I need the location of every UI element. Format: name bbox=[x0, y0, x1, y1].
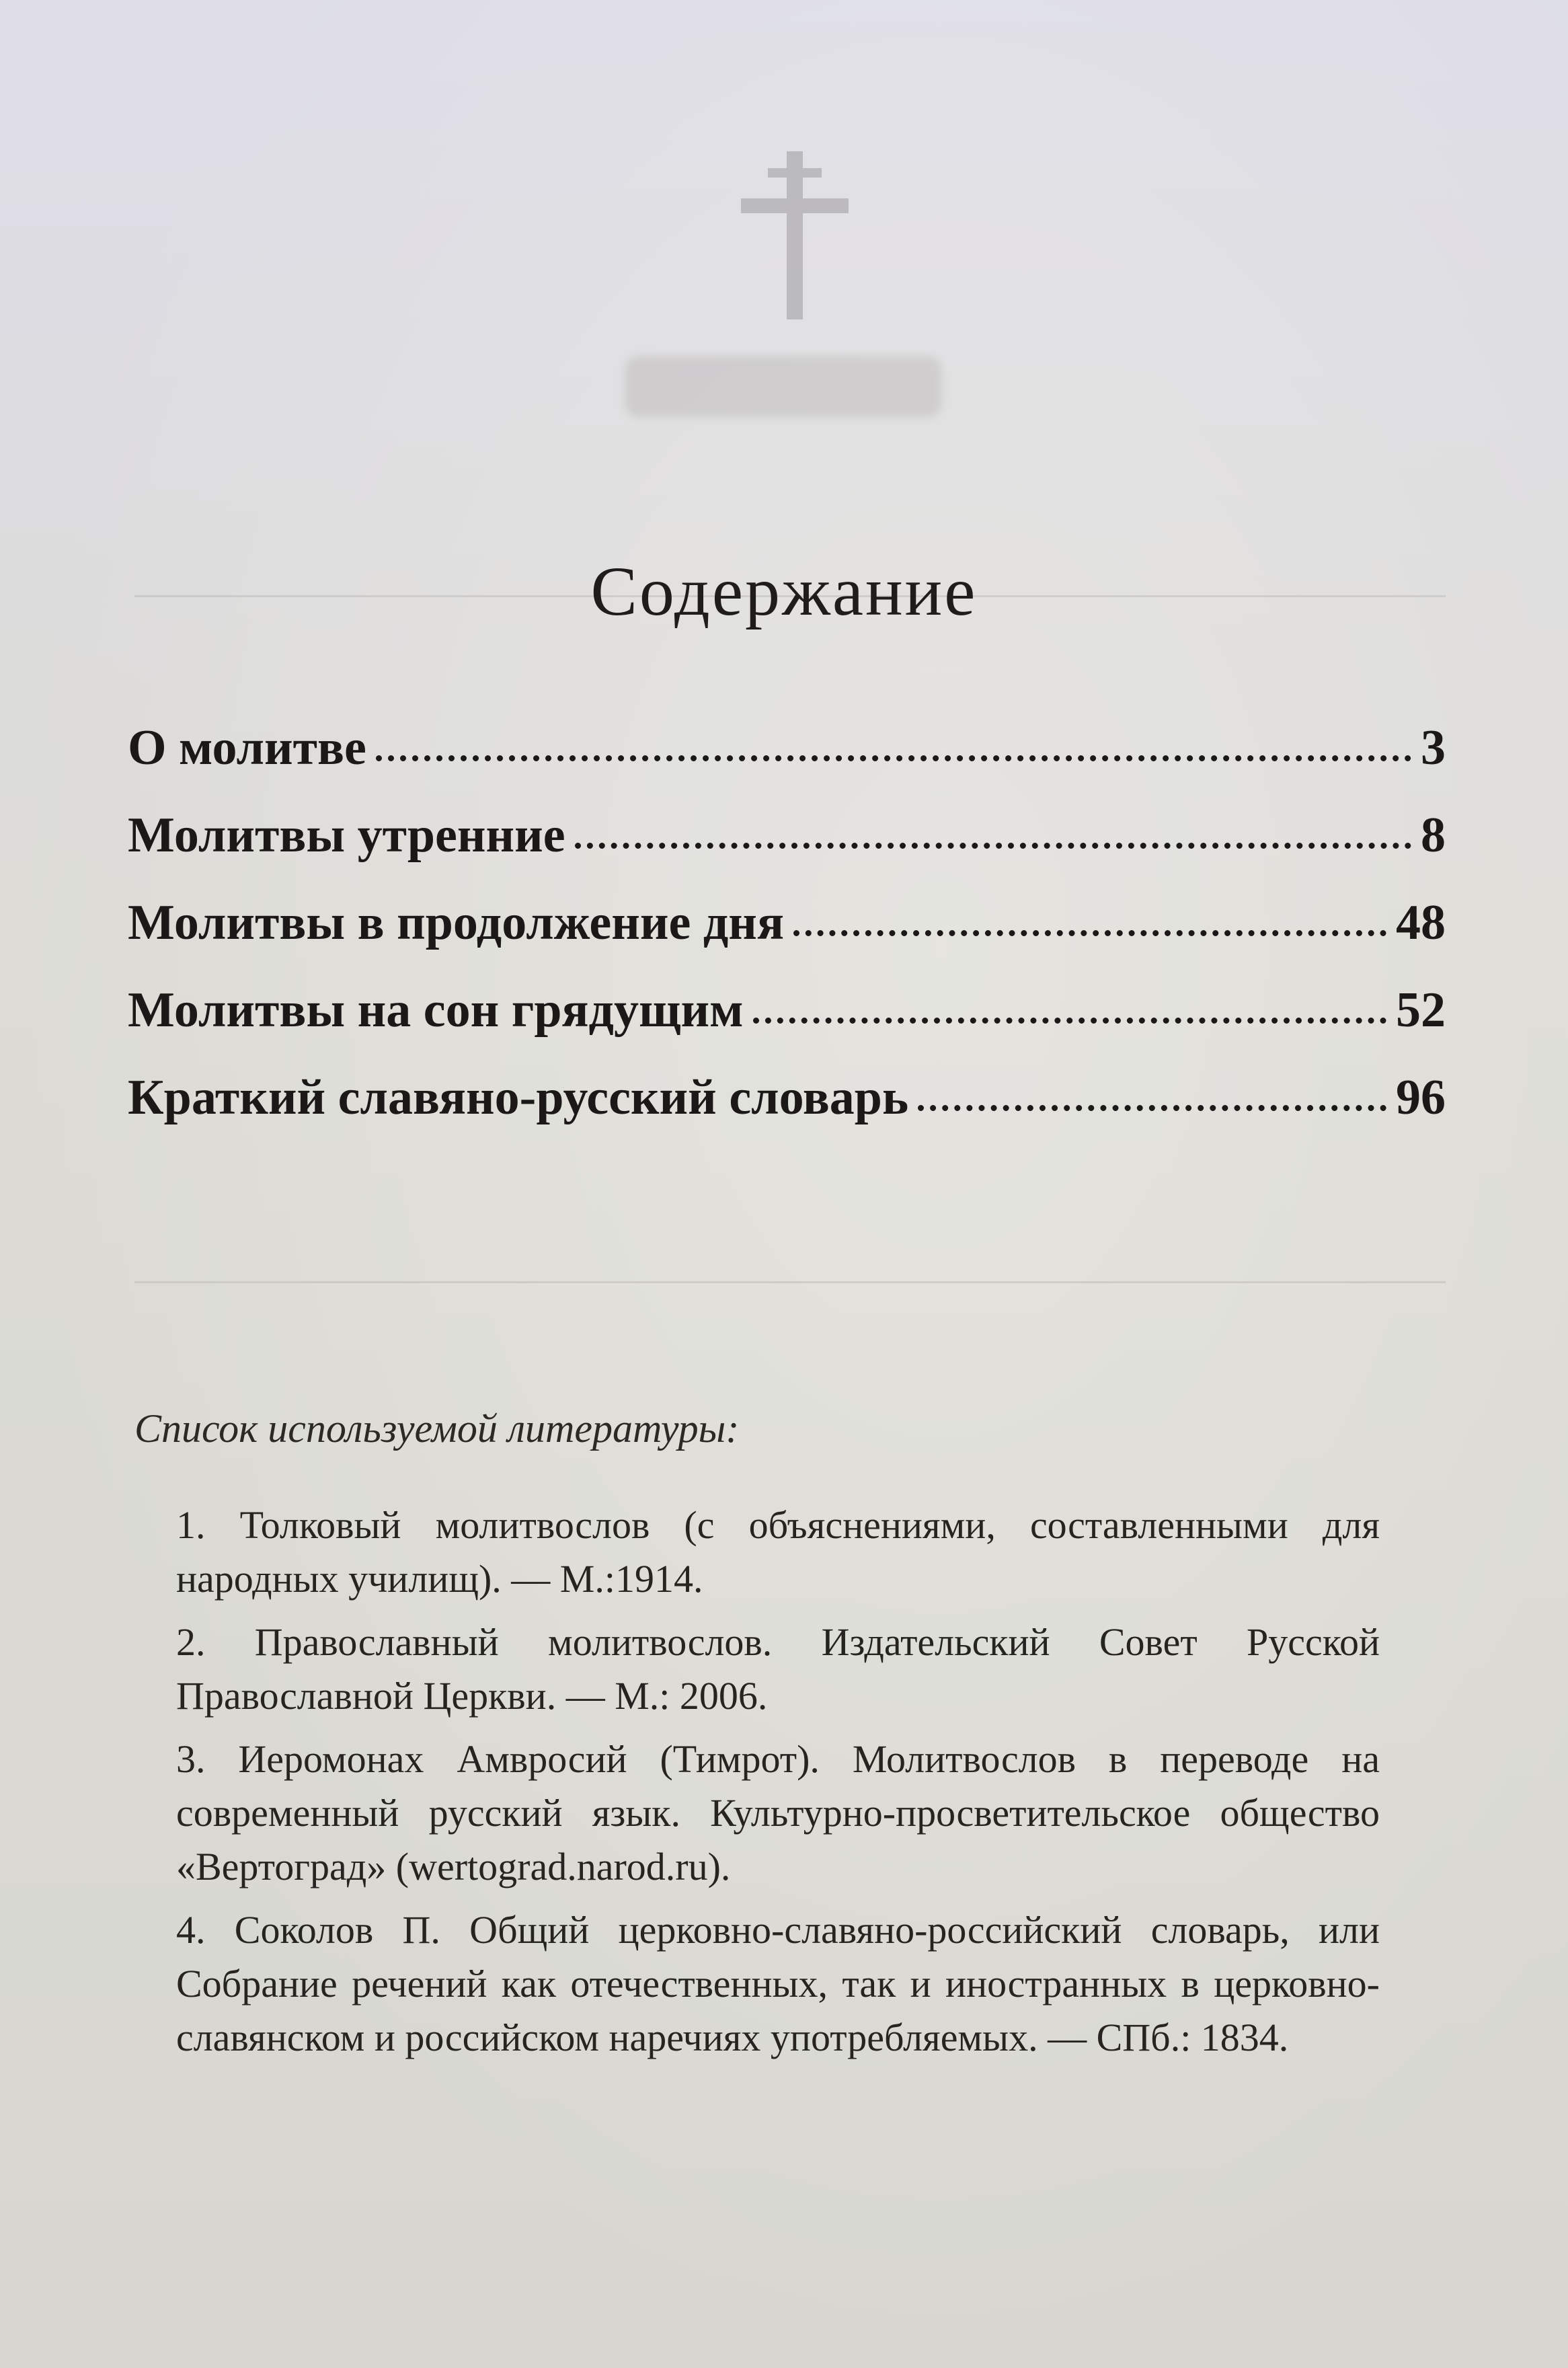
bleed-through-mark bbox=[625, 356, 941, 417]
bibliography-item: 3. Иеромонах Амвросий (Тимрот). Молитвослов в переводе на современный русский язык. Культурно-просветительское общество «Вертоград» (wertograd.narod.ru). bbox=[176, 1737, 1380, 1888]
toc-entry-page: 52 bbox=[1396, 983, 1446, 1038]
bibliography-item: 1. Толковый молитвослов (с объяснениями, составленными для народных училищ). — М.:1914. bbox=[176, 1503, 1380, 1601]
bibliography-list bbox=[176, 1498, 1380, 2074]
toc-entry bbox=[128, 720, 1446, 807]
bibliography-item: 4. Соколов П. Общий церковно-славяно-российский словарь, или Собрание речений как отечественных, так и иностранных в церковно-славянском и российском наречиях употребляемых. — СПб.: 1834. bbox=[176, 1908, 1380, 2059]
toc-leader-dots bbox=[575, 843, 1411, 849]
toc-entry-page: 48 bbox=[1396, 895, 1446, 950]
toc-entry bbox=[128, 807, 1446, 894]
toc-entry-label: Краткий славяно-русский словарь bbox=[128, 1070, 909, 1125]
toc-entry-label: О молитве bbox=[128, 720, 366, 775]
toc-leader-dots bbox=[376, 755, 1411, 761]
toc-leader-dots bbox=[753, 1018, 1387, 1024]
page-title: Содержание bbox=[590, 553, 978, 630]
toc-entry-page: 96 bbox=[1396, 1070, 1446, 1125]
toc-entry-label: Молитвы на сон грядущим bbox=[128, 983, 744, 1038]
bibliography-heading: Список используемой литературы: bbox=[134, 1406, 740, 1451]
toc-entry-label: Молитвы в продолжение дня bbox=[128, 895, 784, 950]
toc-entry-page: 8 bbox=[1421, 808, 1446, 863]
table-of-contents bbox=[128, 720, 1446, 1157]
toc-entry-page: 3 bbox=[1421, 720, 1446, 775]
toc-leader-dots bbox=[793, 930, 1386, 936]
toc-entry bbox=[128, 1069, 1446, 1157]
page-fold-line bbox=[134, 1281, 1446, 1283]
toc-entry bbox=[128, 894, 1446, 982]
toc-leader-dots bbox=[918, 1105, 1386, 1111]
toc-entry-label: Молитвы утренние bbox=[128, 808, 565, 863]
cross-icon bbox=[728, 151, 862, 319]
toc-entry bbox=[128, 982, 1446, 1069]
bibliography-item: 2. Православный молитвослов. Издательский Совет Русской Православной Церкви. — М.: 2006. bbox=[176, 1620, 1380, 1718]
